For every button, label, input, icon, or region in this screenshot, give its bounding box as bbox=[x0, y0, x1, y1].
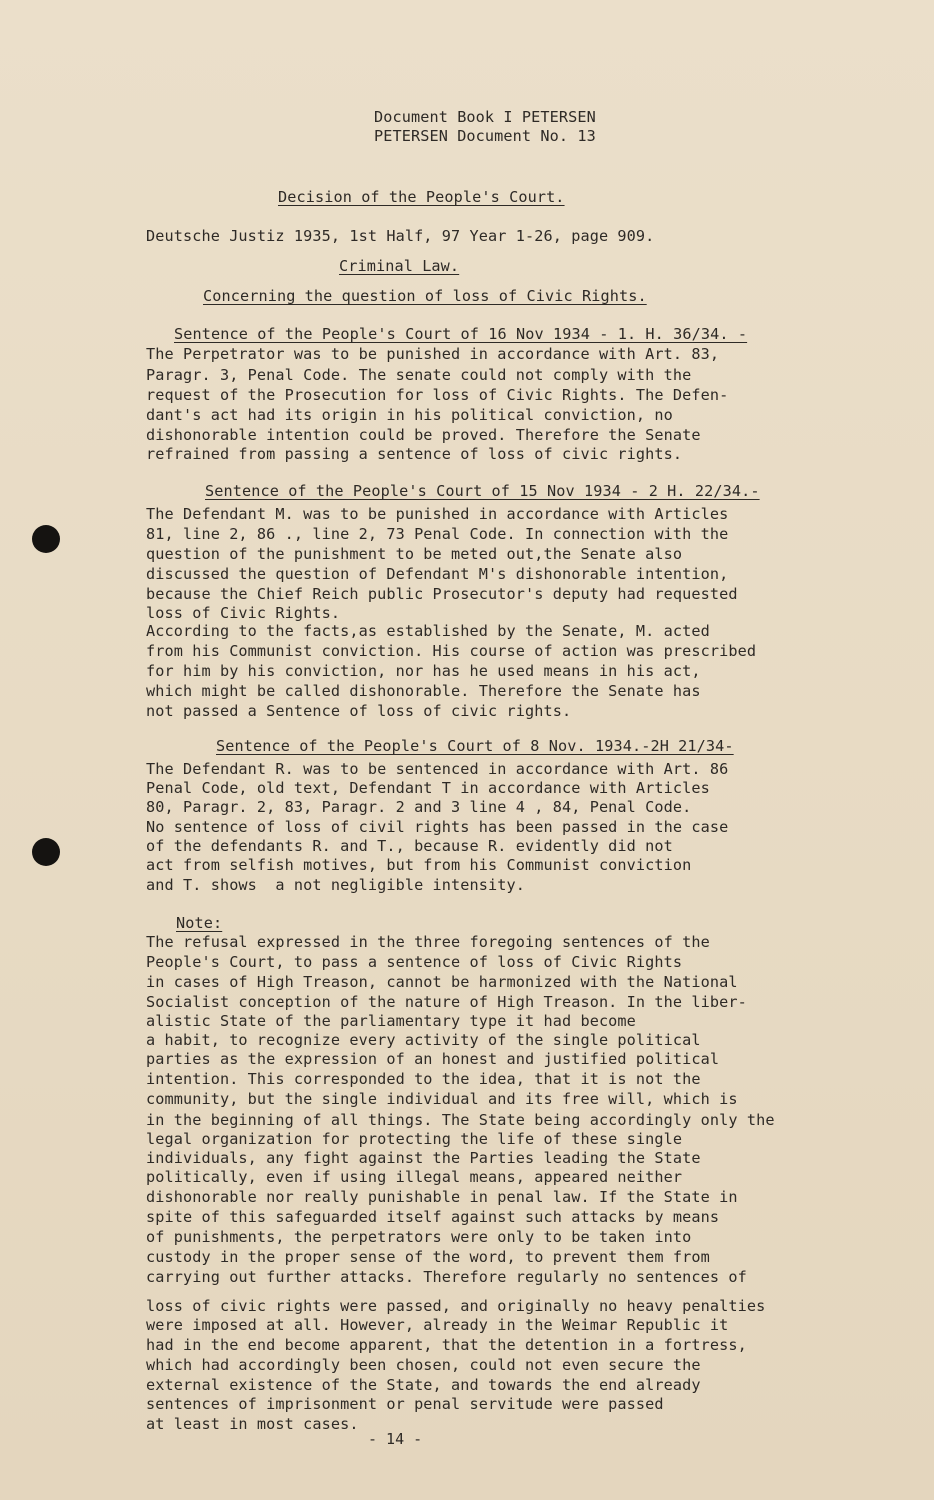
sentence-text-line: request of the Prosecution for loss of Civic Rights. The Defen- bbox=[146, 386, 729, 404]
sentence-text-line: 81, line 2, 86 ., line 2, 73 Penal Code. In connection with the bbox=[146, 525, 729, 543]
sentence-text-line: The Defendant R. was to be sentenced in accordance with Art. 86 bbox=[146, 760, 729, 778]
sentence-text-line: not passed a Sentence of loss of civic rights. bbox=[146, 702, 572, 720]
sentence-text-line: dishonorable intention could be proved. Therefore the Senate bbox=[146, 426, 701, 444]
note-text-line: alistic State of the parliamentary type it had become bbox=[146, 1012, 636, 1030]
note-text-line: of punishments, the perpetrators were only to be taken into bbox=[146, 1228, 692, 1246]
note-text-line: sentences of imprisonment or penal servitude were passed bbox=[146, 1395, 664, 1413]
sentence-text-line: loss of Civic Rights. bbox=[146, 604, 341, 622]
sentence-heading: Sentence of the People's Court of 15 Nov 1934 - 2 H. 22/34.- bbox=[205, 482, 760, 500]
note-text-line: dishonorable nor really punishable in penal law. If the State in bbox=[146, 1188, 738, 1206]
page-number: - 14 - bbox=[368, 1430, 423, 1448]
note-text-line: The refusal expressed in the three foregoing sentences of the bbox=[146, 933, 710, 951]
note-text-line: a habit, to recognize every activity of the single political bbox=[146, 1031, 701, 1049]
sentence-text-line: Penal Code, old text, Defendant T in accordance with Articles bbox=[146, 779, 710, 797]
note-text-line: at least in most cases. bbox=[146, 1415, 359, 1433]
header-line-2: PETERSEN Document No. 13 bbox=[374, 127, 596, 145]
note-text-line: individuals, any fight against the Parties leading the State bbox=[146, 1149, 701, 1167]
header-line-1: Document Book I PETERSEN bbox=[374, 108, 596, 126]
note-text-line: had in the end become apparent, that the detention in a fortress, bbox=[146, 1336, 747, 1354]
sentence-text-line: According to the facts,as established by the Senate, M. acted bbox=[146, 622, 710, 640]
source-citation: Deutsche Justiz 1935, 1st Half, 97 Year 1-26, page 909. bbox=[146, 227, 655, 245]
note-text-line: parties as the expression of an honest and justified political bbox=[146, 1050, 720, 1068]
sentence-text-line: Paragr. 3, Penal Code. The senate could not comply with the bbox=[146, 366, 692, 384]
sentence-text-line: refrained from passing a sentence of loss of civic rights. bbox=[146, 445, 683, 463]
note-text-line: intention. This corresponded to the idea, that it is not the bbox=[146, 1070, 701, 1088]
subject-heading: Concerning the question of loss of Civic Rights. bbox=[203, 287, 647, 305]
note-text-line: were imposed at all. However, already in the Weimar Republic it bbox=[146, 1316, 729, 1334]
sentence-text-line: The Perpetrator was to be punished in accordance with Art. 83, bbox=[146, 345, 720, 363]
note-text-line: spite of this safeguarded itself against such attacks by means bbox=[146, 1208, 720, 1226]
section-heading: Criminal Law. bbox=[339, 257, 460, 275]
note-text-line: in the beginning of all things. The State being accordingly only the bbox=[146, 1111, 775, 1129]
punch-hole bbox=[32, 838, 60, 866]
sentence-text-line: because the Chief Reich public Prosecutor's deputy had requested bbox=[146, 585, 738, 603]
note-text-line: politically, even if using illegal means, appeared neither bbox=[146, 1168, 683, 1186]
note-label: Note: bbox=[176, 914, 223, 932]
document-title: Decision of the People's Court. bbox=[278, 188, 565, 206]
note-text-line: custody in the proper sense of the word, to prevent them from bbox=[146, 1248, 710, 1266]
sentence-text-line: 80, Paragr. 2, 83, Paragr. 2 and 3 line 4 , 84, Penal Code. bbox=[146, 798, 692, 816]
sentence-text-line: act from selfish motives, but from his Communist conviction bbox=[146, 856, 692, 874]
note-text-line: in cases of High Treason, cannot be harmonized with the National bbox=[146, 973, 738, 991]
sentence-text-line: No sentence of loss of civil rights has been passed in the case bbox=[146, 818, 729, 836]
sentence-text-line: discussed the question of Defendant M's dishonorable intention, bbox=[146, 565, 729, 583]
note-text-line: loss of civic rights were passed, and originally no heavy penalties bbox=[146, 1297, 766, 1315]
sentence-text-line: from his Communist conviction. His course of action was prescribed bbox=[146, 642, 757, 660]
sentence-text-line: and T. shows a not negligible intensity. bbox=[146, 876, 525, 894]
sentence-text-line: which might be called dishonorable. Therefore the Senate has bbox=[146, 682, 701, 700]
note-text-line: external existence of the State, and towards the end already bbox=[146, 1376, 701, 1394]
sentence-text-line: for him by his conviction, nor has he used means in his act, bbox=[146, 662, 701, 680]
sentence-text-line: of the defendants R. and T., because R. evidently did not bbox=[146, 837, 673, 855]
note-text-line: Socialist conception of the nature of High Treason. In the liber- bbox=[146, 993, 747, 1011]
sentence-text-line: The Defendant M. was to be punished in accordance with Articles bbox=[146, 505, 729, 523]
note-text-line: legal organization for protecting the life of these single bbox=[146, 1130, 683, 1148]
sentence-text-line: dant's act had its origin in his political conviction, no bbox=[146, 406, 673, 424]
sentence-heading: Sentence of the People's Court of 16 Nov 1934 - 1. H. 36/34. - bbox=[174, 325, 748, 343]
punch-hole bbox=[32, 525, 60, 553]
note-text-line: People's Court, to pass a sentence of loss of Civic Rights bbox=[146, 953, 683, 971]
sentence-text-line: question of the punishment to be meted out,the Senate also bbox=[146, 545, 683, 563]
note-text-line: community, but the single individual and its free will, which is bbox=[146, 1090, 738, 1108]
note-text-line: which had accordingly been chosen, could not even secure the bbox=[146, 1356, 701, 1374]
note-text-line: carrying out further attacks. Therefore regularly no sentences of bbox=[146, 1268, 747, 1286]
sentence-heading: Sentence of the People's Court of 8 Nov. 1934.-2H 21/34- bbox=[216, 737, 734, 755]
